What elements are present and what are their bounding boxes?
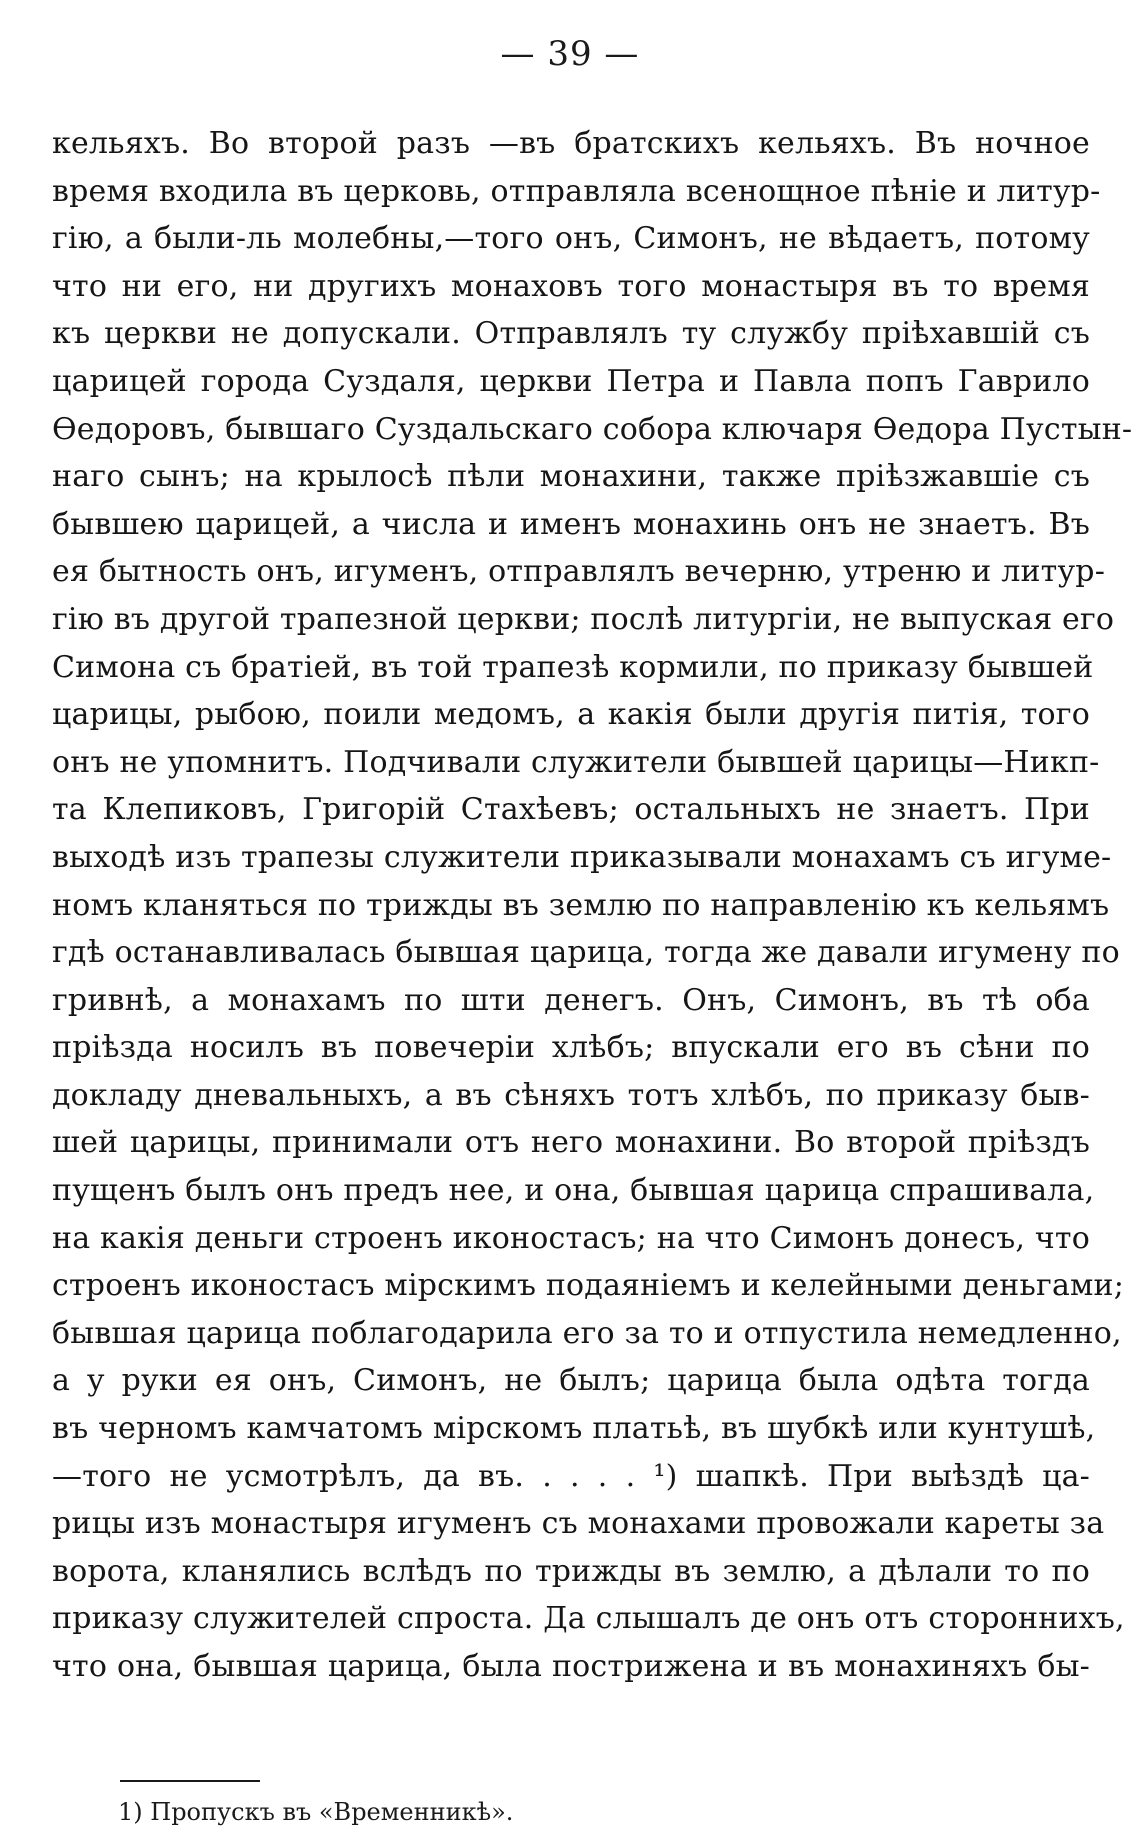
text-line: ворота, кланялись вслѣдъ по трижды въ землю, а дѣлали то по [52,1553,1090,1589]
text-line: гдѣ останавливалась бывшая царица, тогда же давали игумену по [52,935,1120,971]
text-line: наго сынъ; на крылосѣ пѣли монахини, также пріѣзжавшіе съ [52,459,1090,495]
text-line: въ черномъ камчатомъ мірскомъ платьѣ, въ шубкѣ или кунтушѣ, [52,1411,1096,1447]
text-line: рицы изъ монастыря игуменъ съ монахами провожали кареты за [52,1506,1105,1542]
text-line: гію, а были-ль молебны,—того онъ, Симонъ, не вѣдаетъ, потому [52,221,1090,257]
text-line: а у руки ея онъ, Симонъ, не былъ; царица была одѣта тогда [52,1363,1090,1399]
page-number: — 39 — [500,34,640,74]
text-line: царицей города Суздаля, церкви Петра и Павла попъ Гаврило [52,363,1090,399]
text-line: бывшею царицей, а числа и именъ монахинь онъ не знаетъ. Въ [52,506,1090,542]
footnote: 1) Пропускъ въ «Временникѣ». [118,1798,514,1826]
footnote-divider [120,1780,260,1782]
text-line: докладу дневальныхъ, а въ сѣняхъ тотъ хлѣбъ, по приказу быв- [52,1077,1090,1113]
text-line: онъ не упомнитъ. Подчивали служители бывшей царицы—Никп- [52,744,1100,780]
text-line: гривнѣ, а монахамъ по шти денегъ. Онъ, Симонъ, въ тѣ оба [52,982,1090,1018]
text-line: выходѣ изъ трапезы служители приказывали монахамъ съ игуме- [52,839,1112,875]
text-line: номъ кланяться по трижды въ землю по направленію къ кельямъ [52,887,1110,923]
text-line: царицы, рыбою, поили медомъ, а какія были другія питія, того [52,697,1090,733]
text-line: ея бытность онъ, игуменъ, отправлялъ вечерню, утреню и литур- [52,554,1106,590]
text-line: шей царицы, принимали отъ него монахини. Во второй пріѣздъ [52,1125,1090,1161]
text-line: пущенъ былъ онъ предъ нее, и она, бывшая царица спрашивала, [52,1173,1095,1209]
body-text [52,120,1133,1691]
text-line: что ни его, ни другихъ монаховъ того монастыря въ то время [52,268,1090,304]
text-line: что она, бывшая царица, была пострижена и въ монахиняхъ бы- [52,1649,1090,1684]
text-line: Ѳедоровъ, бывшаго Суздальскаго собора ключаря Ѳедора Пустын- [52,411,1133,447]
text-line: строенъ иконостасъ мірскимъ подаяніемъ и келейными деньгами; [52,1268,1125,1304]
text-line: пріѣзда носилъ въ повечеріи хлѣбъ; впускали его въ сѣни по [52,1030,1090,1066]
text-line: время входила въ церковь, отправляла всенощное пѣніе и литур- [52,173,1101,209]
text-line: гію въ другой трапезной церкви; послѣ литургіи, не выпуская его [52,601,1115,637]
text-line: приказу служителей спроста. Да слышалъ де онъ отъ стороннихъ, [52,1601,1125,1637]
text-line: —того не усмотрѣлъ, да въ. . . . . ¹) шапкѣ. При выѣздѣ ца- [52,1458,1090,1494]
text-line: Симона съ братіей, въ той трапезѣ кормили, по приказу бывшей [52,649,1094,685]
text-line: на какія деньги строенъ иконостасъ; на что Симонъ донесъ, что [52,1220,1090,1256]
text-line: кельяхъ. Во второй разъ —въ братскихъ кельяхъ. Въ ночное [52,126,1090,161]
text-line: та Клепиковъ, Григорій Стахѣевъ; остальныхъ не знаетъ. При [52,792,1090,828]
text-line: бывшая царица поблагодарила его за то и отпустила немедленно, [52,1315,1122,1351]
text-line: къ церкви не допускали. Отправлялъ ту службу пріѣхавшій съ [52,316,1090,352]
